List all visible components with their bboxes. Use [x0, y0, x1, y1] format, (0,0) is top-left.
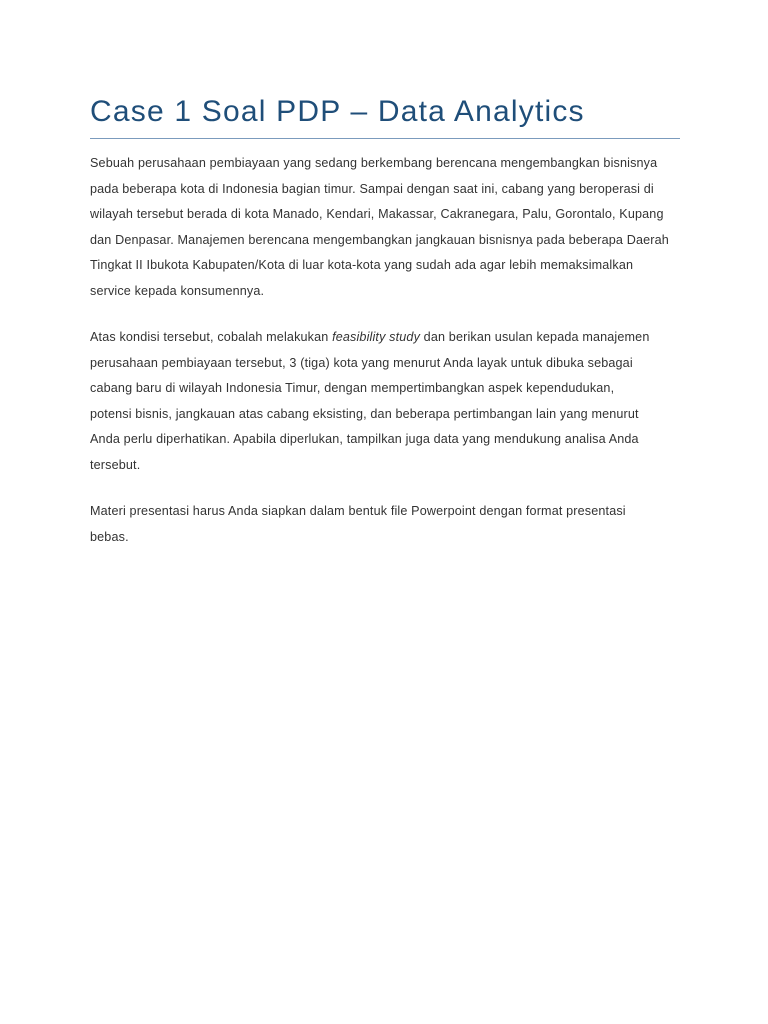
paragraph-line: tersebut. — [90, 457, 141, 472]
paragraph-line: cabang baru di wilayah Indonesia Timur, dengan mempertimbangkan aspek kependudukan, — [90, 381, 615, 395]
paragraph-line: bebas. — [90, 529, 129, 544]
page-title: Case 1 Soal PDP – Data Analytics — [90, 95, 585, 128]
paragraph-line: Anda perlu diperhatikan. Apabila diperlukan, tampilkan juga data yang mendukung analisa Anda — [90, 432, 639, 446]
paragraph-line: Materi presentasi harus Anda siapkan dalam bentuk file Powerpoint dengan format presentasi — [90, 504, 626, 518]
title-divider — [90, 138, 680, 139]
paragraph-text: Atas kondisi tersebut, cobalah melakukan — [90, 330, 333, 344]
paragraph-line: pada beberapa kota di Indonesia bagian timur. Sampai dengan saat ini, cabang yang beroperasi di — [90, 181, 654, 196]
paragraph-text: dan berikan usulan kepada manajemen — [420, 330, 650, 344]
paragraph-2 — [90, 325, 680, 478]
paragraph-line: Tingkat II Ibukota Kabupaten/Kota di luar kota-kota yang sudah ada agar lebih memaksimalkan — [90, 258, 634, 272]
paragraph-line: wilayah tersebut berada di kota Manado, Kendari, Makassar, Cakranegara, Palu, Gorontalo, Kupang — [90, 207, 664, 221]
document-page — [90, 92, 680, 571]
paragraph-line — [90, 325, 680, 351]
italic-term: feasibility study — [332, 330, 421, 344]
paragraph-1 — [90, 151, 680, 304]
paragraph-3 — [90, 499, 680, 550]
paragraph-line: Sebuah perusahaan pembiayaan yang sedang berkembang berencana mengembangkan bisnisnya — [90, 156, 658, 170]
paragraph-line: potensi bisnis, jangkauan atas cabang eksisting, dan beberapa pertimbangan lain yang menurut — [90, 406, 639, 421]
paragraph-line: perusahaan pembiayaan tersebut, 3 (tiga) kota yang menurut Anda layak untuk dibuka sebagai — [90, 355, 633, 370]
paragraph-line: dan Denpasar. Manajemen berencana mengembangkan jangkauan bisnisnya pada beberapa Daerah — [90, 232, 669, 247]
paragraph-line: service kepada konsumennya. — [90, 283, 265, 298]
